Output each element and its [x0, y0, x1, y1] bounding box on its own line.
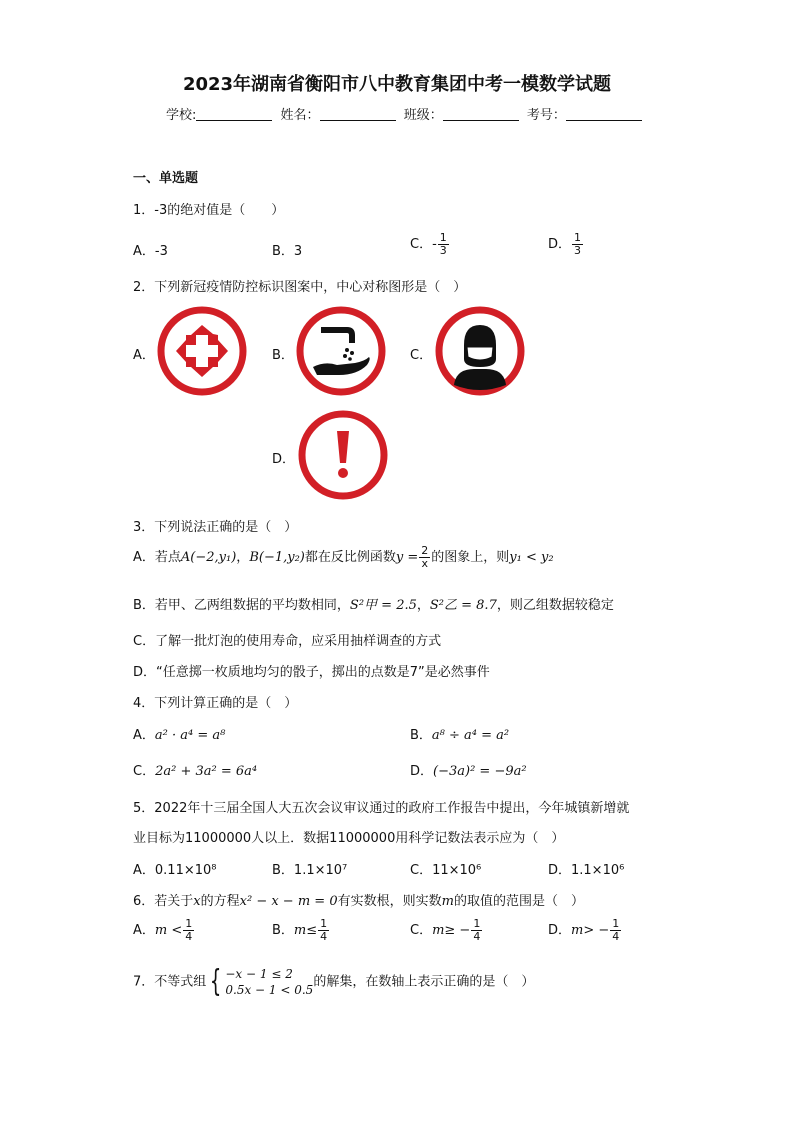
q1-option-b[interactable]: B．3: [272, 244, 303, 259]
question-7-stem: 7．不等式组 { −x − 1 ≤ 2 0.5x − 1 < 0.5 的解集，在数轴上表示正确的是（ ）: [133, 964, 535, 999]
hospital-cross-icon[interactable]: [156, 305, 248, 397]
q3-b-variance-yi: S²乙 = 8.7: [429, 598, 497, 613]
q4-option-b[interactable]: B．a⁸ ÷ a⁴ = a²: [410, 728, 510, 743]
q4-b-expression: a⁸ ÷ a⁴ = a²: [431, 728, 510, 743]
question-5-stem-line1: 5．2022年十三届全国人大五次会议审议通过的政府工作报告中提出，今年城镇新增就: [133, 801, 630, 816]
q5-option-d[interactable]: D．1.1×10⁶: [548, 863, 625, 878]
name-blank[interactable]: [320, 108, 396, 121]
name-label: 姓名：: [280, 108, 320, 123]
q2-option-b-label[interactable]: B．: [272, 348, 294, 363]
q3-option-b[interactable]: B．若甲、乙两组数据的平均数相同，S²甲 = 2.5，S²乙 = 8.7，则乙组数据较稳定: [133, 598, 614, 613]
question-5-stem-line2: 业目标为11000000人以上．数据11000000用科学记数法表示应为（ ）: [133, 831, 565, 846]
question-1-stem: 1．-3的绝对值是（ ）: [133, 203, 285, 218]
q6-option-b[interactable]: B．m≤ $\frac{1}{4}$: [272, 917, 328, 943]
school-blank[interactable]: [196, 108, 272, 121]
q3-a-text: A．若点: [133, 550, 181, 565]
q5-option-c[interactable]: C．11×10⁶: [410, 863, 482, 878]
q3-option-c[interactable]: C．了解一批灯泡的使用寿命，应采用抽样调查的方式: [133, 634, 442, 649]
q4-option-c[interactable]: C．2a² + 3a² = 6a⁴: [133, 764, 258, 779]
q3-a-relation: y₁ < y₂: [509, 550, 554, 565]
student-info-line: [166, 104, 646, 123]
question-2-stem: 2．下列新冠疫情防控标识图案中，中心对称图形是（ ）: [133, 280, 467, 295]
q5-option-b[interactable]: B．1.1×10⁷: [272, 863, 348, 878]
question-3-stem: 3．下列说法正确的是（ ）: [133, 520, 298, 535]
exam-number-label: 考号：: [526, 108, 566, 123]
question-4-stem: 4．下列计算正确的是（ ）: [133, 696, 298, 711]
q6-equation: x² − x − m = 0: [239, 894, 338, 909]
class-label: 班级：: [403, 108, 443, 123]
q3-a-point-b: B(−1,y₂): [249, 550, 305, 565]
q2-option-c-label[interactable]: C．: [410, 348, 433, 363]
q3-a-point-a: A(−2,y₁): [180, 550, 237, 565]
q1-d-label: D．: [548, 237, 572, 252]
exclamation-icon[interactable]: [297, 409, 389, 501]
page-title: 2023年湖南省衡阳市八中教育集团中考一模数学试题: [182, 74, 612, 95]
q6-option-c[interactable]: C．m≥ − $\frac{1}{4}$: [410, 917, 481, 943]
q7-inequality-system: −x − 1 ≤ 2 0.5x − 1 < 0.5: [225, 967, 314, 997]
q3-b-text: B．若甲、乙两组数据的平均数相同，: [133, 598, 350, 613]
question-6-stem: 6．若关于x的方程x² − x − m = 0有实数根，则实数m的取值的范围是（ ）: [133, 894, 584, 909]
hand-wash-icon[interactable]: [295, 305, 387, 397]
q4-option-d[interactable]: D．(−3a)² = −9a²: [410, 764, 527, 779]
q2-option-d-label[interactable]: D．: [272, 452, 296, 467]
q2-option-a-label[interactable]: A．: [133, 348, 155, 363]
exam-number-blank[interactable]: [566, 108, 642, 121]
q4-option-a[interactable]: A．a² · a⁴ = a⁸: [133, 728, 226, 743]
q3-a-fraction: $\frac{2}{x}$: [421, 544, 429, 570]
q5-option-a[interactable]: A．0.11×10⁸: [133, 863, 217, 878]
q1-c-label: C．-: [410, 237, 437, 252]
q1-option-d[interactable]: [548, 232, 584, 257]
q4-a-expression: a² · a⁴ = a⁸: [154, 728, 226, 743]
q3-b-variance-jia: S²甲 = 2.5: [349, 598, 417, 613]
q1-d-fraction: $\frac{1}{3}$: [574, 231, 582, 257]
q4-d-expression: (−3a)² = −9a²: [433, 764, 527, 779]
q3-option-d[interactable]: D．“任意掷一枚质地均匀的骰子，掷出的点数是7”是必然事件: [133, 665, 490, 680]
q3-option-a[interactable]: A．若点A(−2,y₁)，B(−1,y₂)都在反比例函数y = $\frac{2}{x}$ 的图象上，则y₁ < y₂: [133, 544, 554, 570]
section-heading: 一、单选题: [133, 171, 199, 186]
q1-option-c[interactable]: [410, 232, 450, 257]
q1-c-fraction: $\frac{1}{3}$: [439, 231, 447, 257]
mask-person-icon[interactable]: [434, 305, 526, 397]
q6-option-d[interactable]: D．m> − $\frac{1}{4}$: [548, 917, 620, 943]
class-blank[interactable]: [443, 108, 519, 121]
school-label: 学校:: [166, 108, 197, 123]
q6-option-a[interactable]: A．m < $\frac{1}{4}$: [133, 917, 193, 943]
q4-c-expression: 2a² + 3a² = 6a⁴: [155, 764, 258, 779]
q1-option-a[interactable]: A．-3: [133, 244, 168, 259]
q3-a-function: y =: [395, 550, 419, 565]
